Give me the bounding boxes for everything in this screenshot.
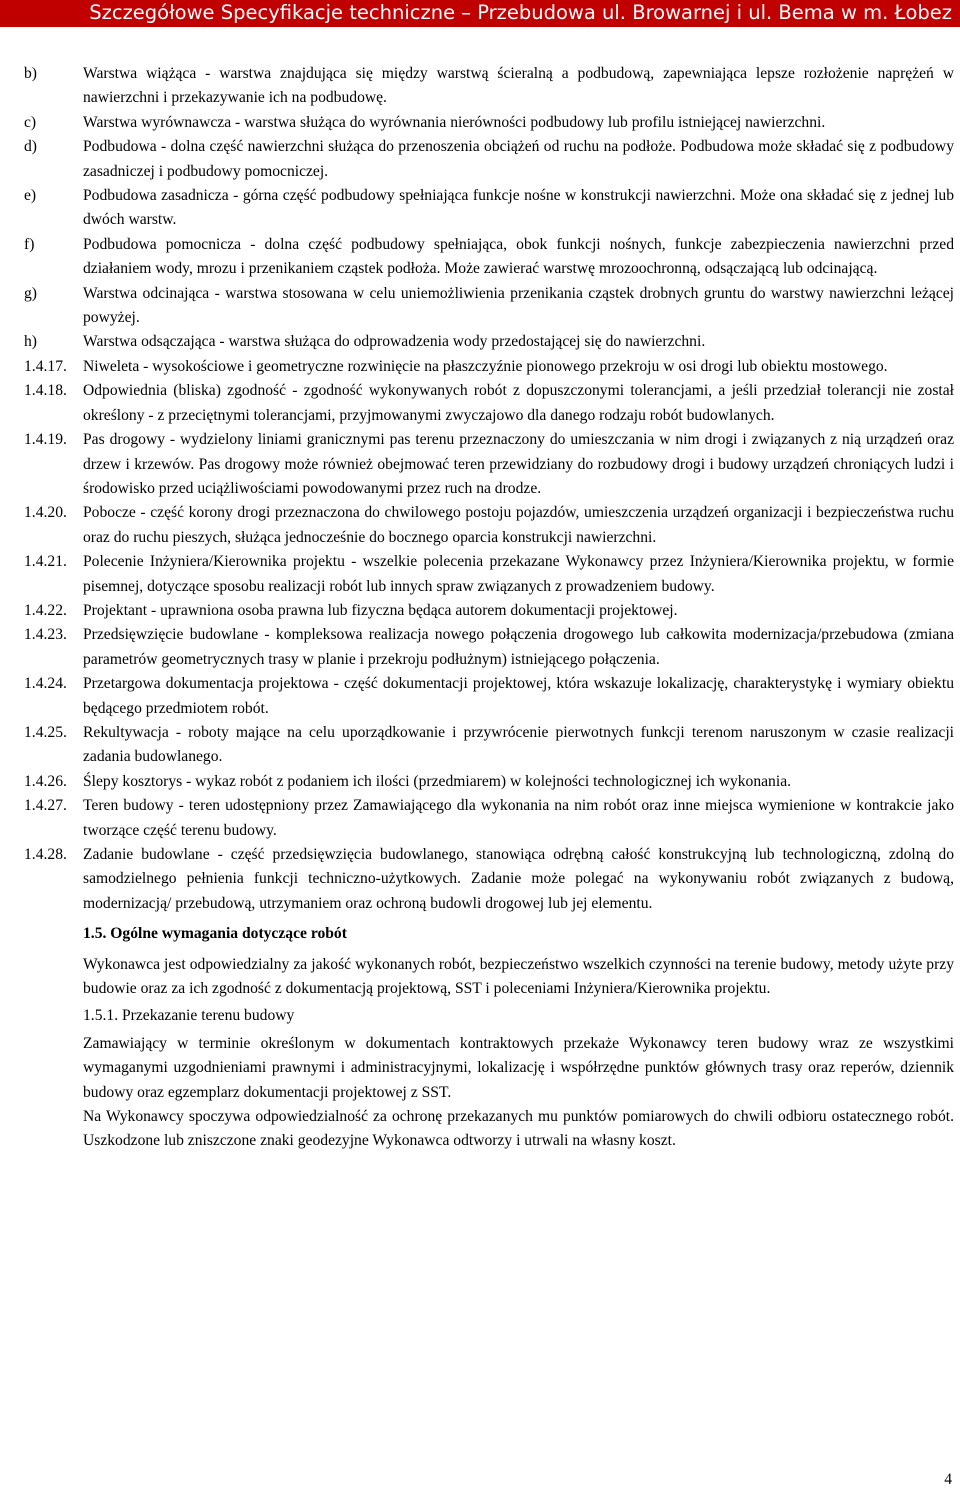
list-item: [24, 184, 954, 233]
list-item-label: g): [24, 284, 37, 302]
list-item-label: e): [24, 187, 37, 205]
list-item-text: Odpowiednia (bliska) zgodność - zgodność wykonywanych robót z dopuszczonymi tolerancjami, a jeśli przedział tolerancji nie został określony - z przeciętnymi tolerancjami, przyjmowanymi zwyczajowo dla danego rodzaju robót budowlanych.: [83, 382, 954, 424]
list-item-text: Warstwa wyrównawcza - warstwa służąca do wyrównania nierówności podbudowy lub profilu istniejącej nawierzchni.: [83, 113, 826, 131]
section-paragraph-2: Na Wykonawcy spoczywa odpowiedzialność za ochronę przekazanych mu punktów pomiarowych do chwili odbioru ostatecznego robót. Uszkodzone lub zniszczone znaki geodezyjne Wykonawca odtworzy i utrwali na własny koszt.: [83, 1108, 954, 1150]
list-item: [24, 770, 954, 794]
list-item-label: 1.4.24.: [24, 675, 67, 693]
list-item: [24, 62, 954, 111]
list-item-text: Projektant - uprawniona osoba prawna lub fizyczna będąca autorem dokumentacji projektowej.: [83, 601, 678, 619]
list-item-text: Podbudowa zasadnicza - górna część podbudowy spełniająca funkcje nośne w konstrukcji nawierzchni. Może ona składać się z jednej lub dwóch warstw.: [83, 187, 954, 229]
list-item: [24, 135, 954, 184]
list-item-label: 1.4.20.: [24, 504, 67, 522]
list-item: [24, 428, 954, 501]
list-item: [24, 843, 954, 916]
list-item-label: 1.4.21.: [24, 553, 67, 571]
list-item: [24, 672, 954, 721]
list-item-text: Ślepy kosztorys - wykaz robót z podaniem ich ilości (przedmiarem) w kolejności technologicznej ich wykonania.: [83, 772, 792, 790]
list-item-text: Rekultywacja - roboty mające na celu uporządkowanie i przywrócenie pierwotnych funkcji terenom naruszonym w czasie realizacji zadania budowlanego.: [83, 723, 954, 766]
list-item-label: h): [24, 333, 37, 351]
list-item: [24, 355, 954, 379]
list-item-label: 1.4.26.: [24, 772, 67, 790]
list-item-text: Polecenie Inżyniera/Kierownika projektu - wszelkie polecenia przekazane Wykonawcy przez Inżyniera/Kierownika projektu, w formie pisemnej, dotyczące sposobu realizacji robót lub innych spraw związanych z prowadzeniem budowy.: [83, 553, 954, 595]
section-text-1-5: Wykonawca jest odpowiedzialny za jakość wykonanych robót, bezpieczeństwo wszelkich czynności na terenie budowy, metody użyte przy budowie oraz za ich zgodność z dokumentacją projektową, SST i poleceniami Inżyniera/Kierownika projektu.: [83, 955, 954, 998]
document-header: [0, 0, 960, 27]
list-item-label: 1.4.19.: [24, 431, 67, 449]
header-title: Szczegółowe Specyfikacje techniczne – Przebudowa ul. Browarnej i ul. Bema w m. Łobez: [89, 1, 952, 24]
list-item-text: Zadanie budowlane - część przedsięwzięcia budowlanego, stanowiąca odrębną całość konstrukcyjną lub technologiczną, zdolną do samodzielnego pełnienia funkcji techniczno-użytkowych. Zadanie może polegać na wykonywaniu robót związanych z budową, modernizacją/ przebudową, utrzymaniem oraz ochroną budowli drogowej lub jej elementu.: [83, 846, 954, 912]
list-item-label: 1.4.18.: [24, 382, 67, 400]
list-item: [24, 111, 954, 135]
list-item-text: Pas drogowy - wydzielony liniami granicznymi pas terenu przeznaczony do umieszczania w nim drogi i związanych z nią urządzeń oraz drzew i krzewów. Pas drogowy może również obejmować teren przewidziany do rozbudowy drogi i budowy urządzeń chroniących ludzi i środowisko przed uciążliwościami powodowanymi przez ruch na drodze.: [83, 431, 954, 497]
section-title-1-5: 1.5. Ogólne wymagania dotyczące robót: [83, 925, 347, 943]
list-item-text: Przetargowa dokumentacja projektowa - część dokumentacji projektowej, która wskazuje lokalizację, charakterystykę i wymiary obiektu będącego przedmiotem robót.: [83, 675, 954, 717]
list-item-text: Teren budowy - teren udostępniony przez Zamawiającego dla wykonania na nim robót oraz inne miejsca wymienione w kontrakcie jako tworzące część terenu budowy.: [83, 797, 954, 839]
list-item-text: Podbudowa pomocnicza - dolna część podbudowy spełniająca, obok funkcji nośnych, funkcje zabezpieczenia nawierzchni przed działaniem wody, mrozu i przenikaniem cząstek podłoża. Może zawierać warstwę mrozoochronną, odsączającą lub odcinającą.: [83, 235, 954, 278]
list-item-text: Warstwa odsączająca - warstwa służąca do odprowadzenia wody przedostającej się do nawierzchni.: [83, 333, 706, 351]
list-item: [24, 501, 954, 550]
list-item-label: b): [24, 65, 37, 82]
list-item: [24, 721, 954, 770]
list-item-text: Warstwa wiążąca - warstwa znajdująca się między warstwą ścieralną a podbudową, zapewniająca lepsze rozłożenie naprężeń w nawierzchni i przekazywanie ich na podbudowę.: [83, 65, 954, 107]
section-paragraph-1: Zamawiający w terminie określonym w dokumentach kontraktowych przekaże Wykonawcy teren budowy wraz ze wszystkimi wymaganymi uzgodnieniami prawnymi i administracyjnymi, lokalizację i współrzędne punktów głównych trasy oraz reperów, dziennik budowy oraz egzemplarz dokumentacji projektowej z SST.: [83, 1034, 954, 1101]
definition-list: [24, 62, 954, 916]
list-item-label: 1.4.23.: [24, 626, 67, 644]
list-item: [24, 623, 954, 672]
list-item-text: Warstwa odcinająca - warstwa stosowana w celu uniemożliwienia przenikania cząstek drobnych gruntu do warstwy nawierzchni leżącej powyżej.: [83, 284, 954, 327]
list-item-text: Niweleta - wysokościowe i geometryczne rozwinięcie na płaszczyźnie pionowego przekroju w osi drogi lub obiektu mostowego.: [83, 357, 888, 375]
list-item: [24, 233, 954, 282]
list-item-label: 1.4.25.: [24, 723, 67, 741]
list-item-label: 1.4.28.: [24, 846, 67, 863]
list-item: [24, 794, 954, 843]
list-item: [24, 330, 954, 354]
list-item: [24, 550, 954, 599]
list-item: [24, 599, 954, 623]
list-item: [24, 379, 954, 428]
list-item-label: 1.4.22.: [24, 601, 67, 619]
list-item-label: 1.4.27.: [24, 797, 67, 815]
list-item-text: Pobocze - część korony drogi przeznaczona do chwilowego postoju pojazdów, umieszczenia urządzeń organizacji i bezpieczeństwa ruchu oraz do ruchu pieszych, służąca jednocześnie do bocznego oparcia konstrukcji nawierzchni.: [83, 504, 954, 546]
list-item-text: Przedsięwzięcie budowlane - kompleksowa realizacja nowego połączenia drogowego lub całkowita modernizacja/przebudowa (zmiana parametrów geometrycznych trasy w planie i przekroju podłużnym) istniejącego połączenia.: [83, 626, 954, 668]
list-item-label: d): [24, 138, 37, 156]
list-item-label: f): [24, 235, 35, 253]
list-item-label: 1.4.17.: [24, 357, 67, 375]
list-item: [24, 282, 954, 331]
list-item-text: Podbudowa - dolna część nawierzchni służąca do przenoszenia obciążeń od ruchu na podłoże. Podbudowa może składać się z podbudowy zasadniczej i podbudowy pomocniczej.: [83, 138, 954, 180]
page-content: [24, 62, 954, 1154]
page-number: 4: [944, 1471, 952, 1488]
section-title-1-5-1: 1.5.1. Przekazanie terenu budowy: [83, 1007, 295, 1025]
list-item-label: c): [24, 113, 37, 131]
